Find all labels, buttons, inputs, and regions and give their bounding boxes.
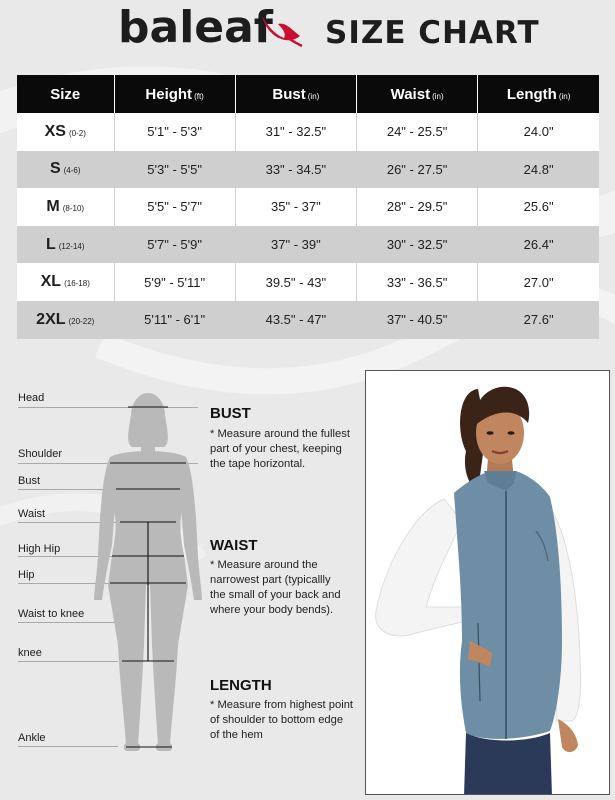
table-row (17, 263, 599, 301)
waist-description: * Measure around the narrowest part (typicallly the small of your back and where your body bends). (210, 559, 341, 616)
label-waist: Waist (18, 508, 46, 520)
cell-waist: 28" - 29.5" (357, 188, 478, 226)
cell-height: 5'11" - 6'1" (114, 301, 235, 339)
cell-waist: 30" - 32.5" (357, 226, 478, 264)
table-row (17, 188, 599, 226)
cell-bust: 33" - 34.5" (235, 151, 356, 189)
cell-length: 26.4" (478, 226, 599, 264)
table-row (17, 226, 599, 264)
header-bust: Bust (in) (235, 75, 356, 113)
cell-bust: 43.5" - 47" (235, 301, 356, 339)
cell-length: 27.6" (478, 301, 599, 339)
length-heading: LENGTH (210, 677, 272, 694)
label-high-hip: High Hip (18, 543, 61, 555)
cell-waist: 26" - 27.5" (357, 151, 478, 189)
bust-heading: BUST (210, 405, 251, 422)
length-description: * Measure from highest point of shoulder to bottom edge of the hem (210, 699, 354, 741)
cell-bust: 37" - 39" (235, 226, 356, 264)
cell-size: M (8-10) (17, 188, 114, 226)
label-bust: Bust (18, 475, 41, 487)
table-row (17, 301, 599, 339)
label-knee: knee (18, 647, 42, 659)
table-row (17, 113, 599, 151)
cell-length: 24.0" (478, 113, 599, 151)
cell-height: 5'9" - 5'11" (114, 263, 235, 301)
model-wearing-vest-image (366, 371, 610, 795)
header-length: Length (in) (478, 75, 599, 113)
cell-length: 25.6" (478, 188, 599, 226)
cell-waist: 33" - 36.5" (357, 263, 478, 301)
page-title: SIZE CHART (325, 15, 540, 51)
size-chart-table (17, 75, 599, 339)
label-ankle: Ankle (18, 732, 46, 744)
cell-size: L (12-14) (17, 226, 114, 264)
cell-size: 2XL (20-22) (17, 301, 114, 339)
cell-height: 5'1" - 5'3" (114, 113, 235, 151)
cell-bust: 35" - 37" (235, 188, 356, 226)
leaf-logo-icon (258, 12, 304, 48)
cell-bust: 31" - 32.5" (235, 113, 356, 151)
header-waist: Waist (in) (357, 75, 478, 113)
cell-height: 5'3" - 5'5" (114, 151, 235, 189)
bust-description: * Measure around the fullest part of your chest, keeping the tape horizontal. (210, 428, 350, 470)
table-header-row (17, 75, 599, 113)
header-size: Size (17, 75, 114, 113)
cell-bust: 39.5" - 43" (235, 263, 356, 301)
label-shoulder: Shoulder (18, 448, 63, 460)
header-height: Height (ft) (114, 75, 235, 113)
cell-size: XL (16-18) (17, 263, 114, 301)
cell-waist: 24" - 25.5" (357, 113, 478, 151)
cell-length: 24.8" (478, 151, 599, 189)
cell-length: 27.0" (478, 263, 599, 301)
label-head: Head (18, 392, 45, 404)
body-silhouette-icon (80, 385, 220, 765)
cell-size: XS (0-2) (17, 113, 114, 151)
waist-heading: WAIST (210, 537, 258, 554)
cell-height: 5'7" - 5'9" (114, 226, 235, 264)
brand-name: baleaf (118, 2, 273, 53)
table-row (17, 151, 599, 189)
cell-height: 5'5" - 5'7" (114, 188, 235, 226)
model-photo (365, 370, 610, 795)
label-hip: Hip (18, 569, 35, 581)
cell-size: S (4-6) (17, 151, 114, 189)
cell-waist: 37" - 40.5" (357, 301, 478, 339)
label-waist-to-knee: Waist to knee (18, 608, 85, 620)
